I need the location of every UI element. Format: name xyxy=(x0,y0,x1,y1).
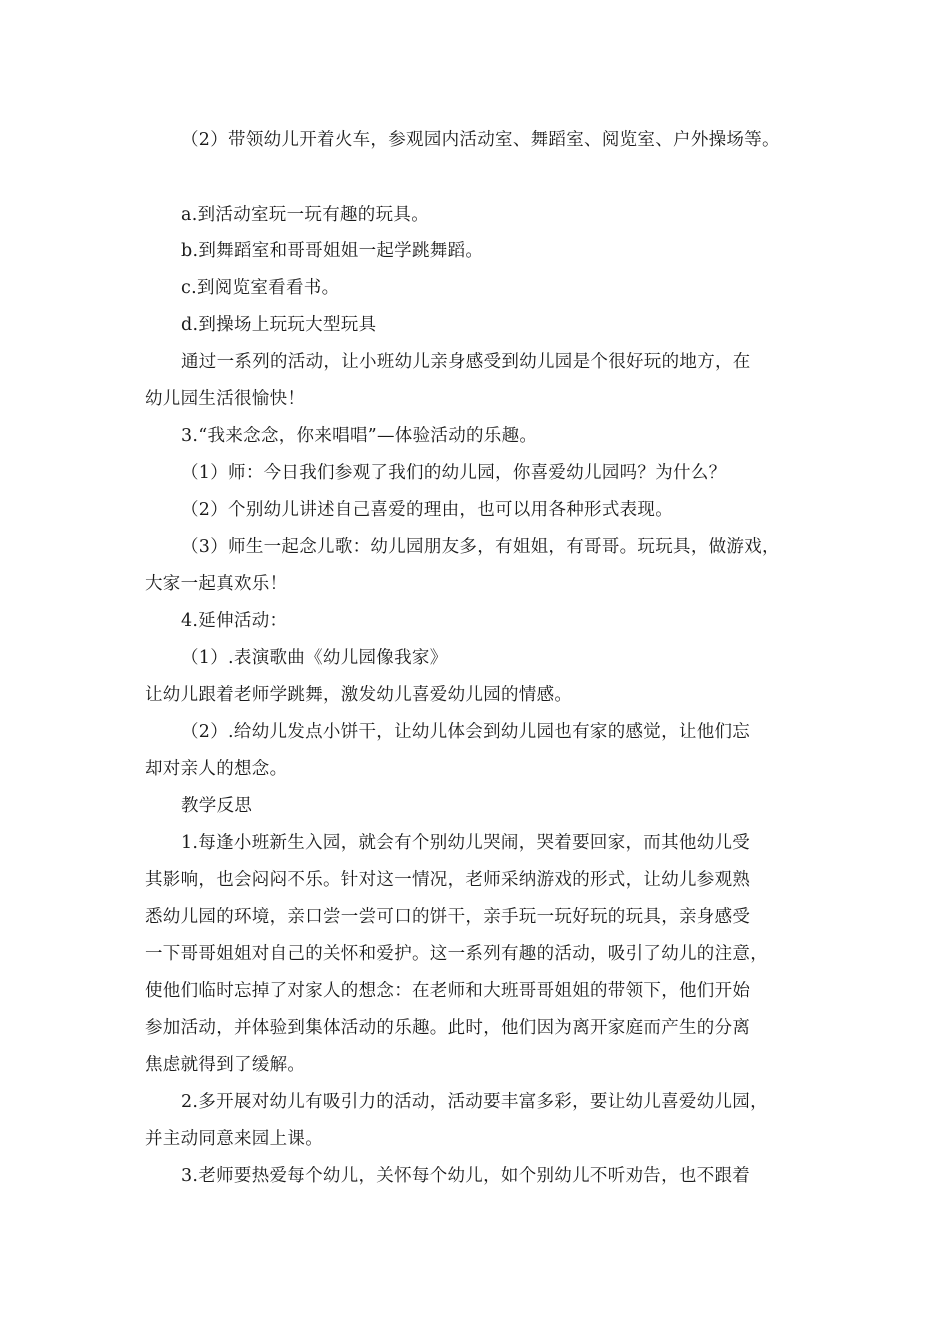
paragraph-line: 2.多开展对幼儿有吸引力的活动，活动要丰富多彩，要让幼儿喜爱幼儿园， xyxy=(181,1092,768,1112)
section-heading: 教学反思 xyxy=(181,796,253,816)
paragraph-line: 让幼儿跟着老师学跳舞，激发幼儿喜爱幼儿园的情感。 xyxy=(145,685,573,705)
paragraph-line: （2）个别幼儿讲述自己喜爱的理由，也可以用各种形式表现。 xyxy=(181,500,674,520)
paragraph-line: 一下哥哥姐姐对自己的关怀和爱护。这一系列有趣的活动，吸引了幼儿的注意， xyxy=(145,944,768,964)
paragraph-line: （3）师生一起念儿歌：幼儿园朋友多，有姐姐，有哥哥。玩玩具，做游戏， xyxy=(181,537,780,557)
list-item: a.到活动室玩一玩有趣的玩具。 xyxy=(181,205,429,225)
paragraph-line: 1.每逢小班新生入园，就会有个别幼儿哭闹，哭着要回家，而其他幼儿受 xyxy=(181,833,751,853)
paragraph-line: 焦虑就得到了缓解。 xyxy=(145,1055,306,1075)
paragraph-line: （1）.表演歌曲《幼儿园像我家》 xyxy=(181,648,448,668)
paragraph-line: （1）师：今日我们参观了我们的幼儿园，你喜爱幼儿园吗？为什么？ xyxy=(181,463,727,483)
paragraph-line: 参加活动，并体验到集体活动的乐趣。此时，他们因为离开家庭而产生的分离 xyxy=(145,1018,751,1038)
paragraph-line: （2）.给幼儿发点小饼干，让幼儿体会到幼儿园也有家的感觉，让他们忘 xyxy=(181,722,751,742)
section-heading: 4.延伸活动： xyxy=(181,611,288,631)
paragraph-line: 使他们临时忘掉了对家人的想念：在老师和大班哥哥姐姐的带领下，他们开始 xyxy=(145,981,751,1001)
paragraph-line: 3.老师要热爱每个幼儿，关怀每个幼儿，如个别幼儿不听劝告，也不跟着 xyxy=(181,1166,751,1186)
list-item: b.到舞蹈室和哥哥姐姐一起学跳舞蹈。 xyxy=(181,241,484,261)
paragraph-line: （2）带领幼儿开着火车，参观园内活动室、舞蹈室、阅览室、户外操场等。 xyxy=(181,130,780,150)
paragraph-line: 并主动同意来园上课。 xyxy=(145,1129,323,1149)
paragraph-line: 幼儿园生活很愉快！ xyxy=(145,389,306,409)
list-item: d.到操场上玩玩大型玩具 xyxy=(181,315,377,335)
paragraph-line: 悉幼儿园的环境，亲口尝一尝可口的饼干，亲手玩一玩好玩的玩具，亲身感受 xyxy=(145,907,751,927)
list-item: c.到阅览室看看书。 xyxy=(181,278,340,298)
paragraph-line: 却对亲人的想念。 xyxy=(145,759,288,779)
paragraph-line: 通过一系列的活动，让小班幼儿亲身感受到幼儿园是个很好玩的地方，在 xyxy=(181,352,751,372)
section-heading: 3.“我来念念，你来唱唱”—体验活动的乐趣。 xyxy=(181,426,538,446)
paragraph-line: 其影响，也会闷闷不乐。针对这一情况，老师采纳游戏的形式，让幼儿参观熟 xyxy=(145,870,751,890)
paragraph-line: 大家一起真欢乐！ xyxy=(145,574,288,594)
